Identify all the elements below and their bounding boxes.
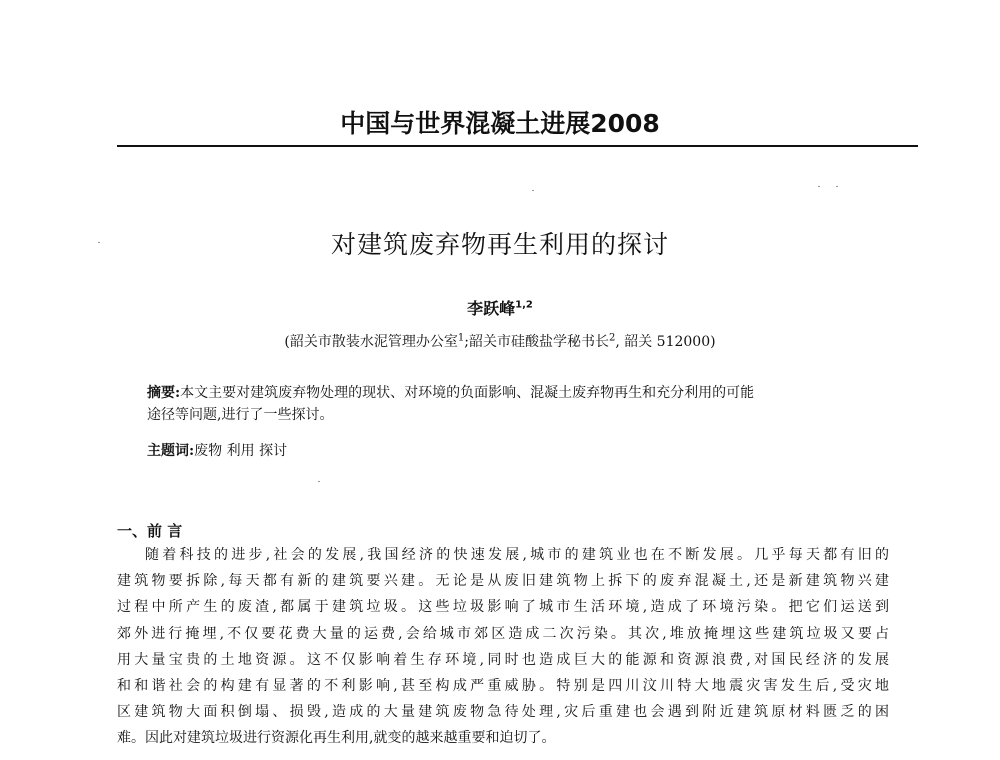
- body-line: 过程中所产生的废渣,都属于建筑垃圾。这些垃圾影响了城市生活环境,造成了环境污染。把它们运送到: [117, 599, 889, 616]
- abstract: [147, 382, 867, 426]
- abstract-line-2: 途径等问题,进行了一些探讨。: [147, 407, 334, 423]
- scan-speck: [818, 186, 820, 187]
- affiliation-line: [0, 331, 1000, 351]
- body-paragraph: [117, 542, 889, 752]
- body-line: 郊外进行掩埋,不仅要花费大量的运费,会给城市郊区造成二次污染。其次,堆放掩埋这些建筑垃圾又要占: [117, 625, 889, 642]
- scan-speck: [532, 190, 534, 191]
- scan-speck: [318, 481, 320, 482]
- keywords-label: 主题词:: [147, 443, 195, 459]
- body-line: 建筑物要拆除,每天都有新的建筑要兴建。无论是从废旧建筑物上拆下的废弃混凝土,还是新建筑物兴建: [117, 573, 889, 590]
- body-line: 随着科技的进步,社会的发展,我国经济的快速发展,城市的建筑业也在不断发展。几乎每天都有旧的: [145, 547, 889, 563]
- header-rule: [117, 145, 918, 147]
- affiliation-part-3: , 韶关 512000): [615, 334, 716, 350]
- body-line: 难。因此对建筑垃圾进行资源化再生利用,就变的越来越重要和迫切了。: [117, 730, 556, 747]
- abstract-line-1: [147, 382, 867, 404]
- running-head: 中国与世界混凝土进展2008: [340, 109, 660, 138]
- body-line: 和和谐社会的构建有显著的不利影响,甚至构成严重威胁。特别是四川汶川特大地震灾害发生后,受灾地: [117, 678, 889, 695]
- affiliation-open-paren: (: [284, 334, 290, 350]
- body-line: 用大量宝贵的土地资源。这不仅影响着生存环境,同时也造成巨大的能源和资源浪费,对国民经济的发展: [117, 651, 889, 668]
- scan-speck: [836, 186, 838, 187]
- abstract-label: 摘要:: [147, 385, 181, 401]
- abstract-text-1: 本文主要对建筑废弃物处理的现状、对环境的负面影响、混凝土废弃物再生和充分利用的可能: [180, 385, 755, 401]
- section-heading: 一、前 言: [117, 522, 183, 540]
- affiliation-part-2: ;韶关市硅酸盐学秘书长: [464, 334, 609, 350]
- author-line: [0, 296, 1000, 319]
- article-title: 对建筑废弃物再生利用的探讨: [330, 230, 669, 259]
- author-superscript: 1,2: [515, 299, 533, 311]
- keywords: [147, 440, 867, 460]
- body-line: 区建筑物大面积倒塌、损毁,造成的大量建筑废物急待处理,灾后重建也会遇到附近建筑原材料匮乏的困: [117, 704, 889, 721]
- author-name: 李跃峰: [467, 299, 516, 318]
- affiliation-part-1: 韶关市散装水泥管理办公室: [289, 334, 458, 350]
- affiliation-sup-2: 2: [608, 332, 616, 344]
- keywords-text: 废物 利用 探讨: [194, 443, 288, 459]
- affiliation-sup-1: 1: [457, 332, 465, 344]
